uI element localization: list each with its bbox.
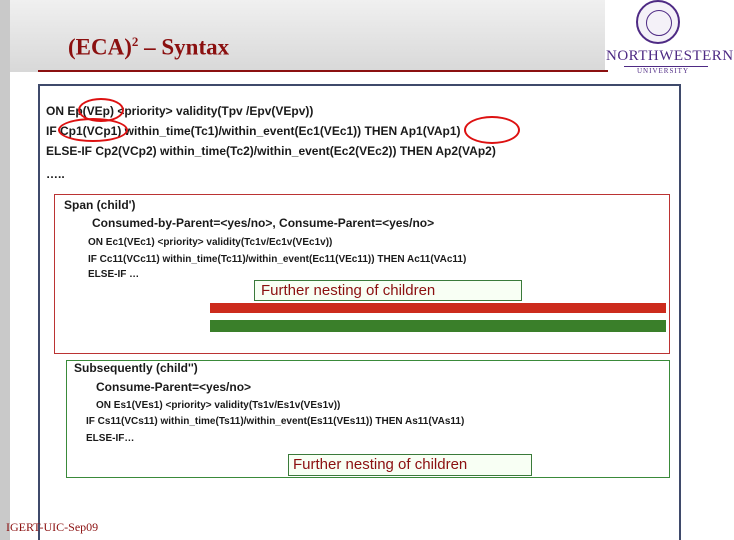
subsequently-nesting-box [288, 454, 532, 476]
span-nesting-label: Further nesting of children [261, 282, 436, 299]
span-red-bar [210, 303, 666, 313]
title-underline [38, 70, 608, 72]
span-green-bar [210, 320, 666, 332]
left-side-bar [0, 0, 10, 540]
title-main: (ECA) [68, 34, 132, 60]
span-if-line: IF Cc11(VCc11) within_time(Tc11)/within_event(Ec11(VEc11)) THEN Ac11(VAc11) [88, 254, 467, 265]
subsequently-heading: Subsequently (child'') [74, 361, 198, 375]
rule-on-line: ON Ep(VEp) <priority> validity(Tpv /Epv(VEpv)) [46, 104, 314, 118]
subsequently-if-line: IF Cs11(VCs11) within_time(Ts11)/within_event(Es11(VEs11)) THEN As11(VAs11) [86, 416, 465, 427]
span-consumption: Consumed-by-Parent=<yes/no>, Consume-Parent=<yes/no> [92, 216, 435, 230]
rule-ellipsis: ….. [46, 167, 65, 181]
title-rest: – Syntax [138, 34, 230, 60]
span-heading: Span (child') [64, 198, 136, 212]
subsequently-on-line: ON Es1(VEs1) <priority> validity(Ts1v/Es1v(VEs1v)) [96, 400, 341, 411]
footer-label: IGERT-UIC-Sep09 [6, 520, 99, 534]
span-else-line: ELSE-IF … [88, 269, 140, 280]
slide-title [68, 34, 229, 61]
highlight-ring-cp1 [58, 118, 128, 142]
span-on-line: ON Ec1(VEc1) <priority> validity(Tc1v/Ec1v(VEc1v)) [88, 237, 333, 248]
span-nesting-box [254, 280, 522, 301]
rule-if-line: IF Cp1(VCp1) within_time(Tc1)/within_event(Ec1(VEc1)) THEN Ap1(VAp1) [46, 124, 461, 138]
highlight-ring-ap1 [464, 116, 520, 144]
subsequently-consumption: Consume-Parent=<yes/no> [96, 380, 252, 394]
logo-name: NORTHWESTERN [606, 48, 734, 64]
subsequently-nesting-label: Further nesting of children [293, 456, 468, 473]
rule-else-if-line: ELSE-IF Cp2(VCp2) within_time(Tc2)/within_event(Ec2(VEc2)) THEN Ap2(VAp2) [46, 144, 496, 158]
title-superscript: 2 [131, 34, 139, 49]
subsequently-else-line: ELSE-IF… [86, 433, 135, 444]
logo-subtitle: UNIVERSITY [637, 67, 689, 75]
university-seal-icon [636, 0, 680, 44]
